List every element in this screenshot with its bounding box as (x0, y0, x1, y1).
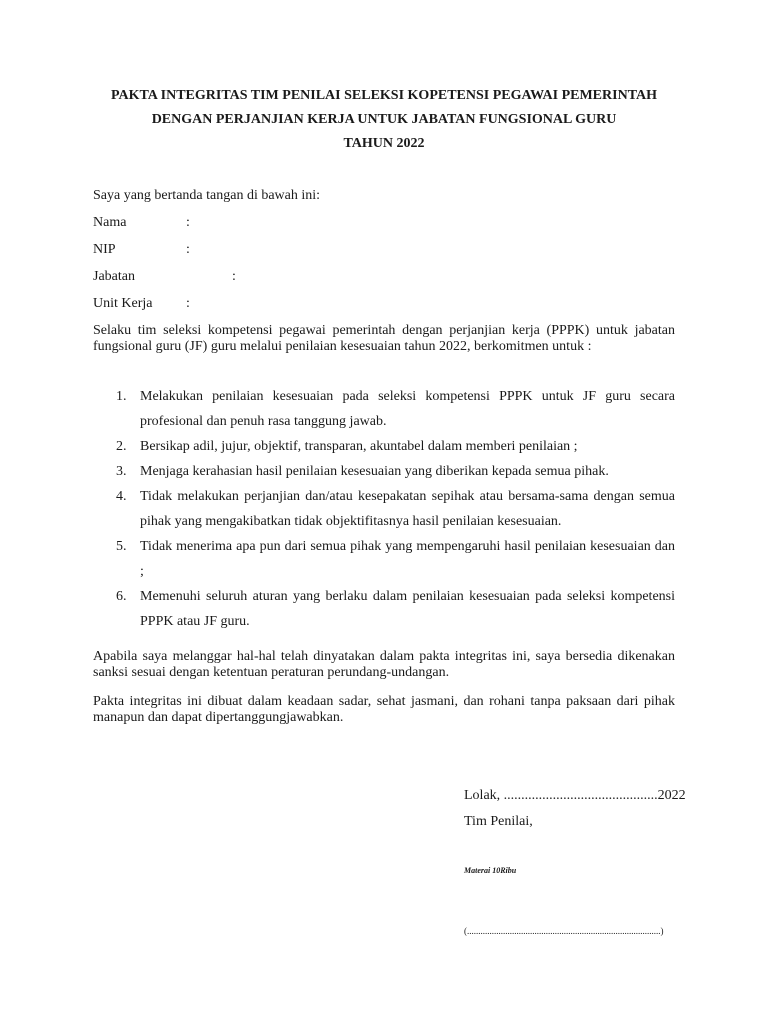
closing-paragraph: Pakta integritas ini dibuat dalam keadaan sadar, sehat jasmani, dan rohani tanpa paksaan dari pihak manapun dan dapat dipertanggungjawabkan. (93, 694, 675, 725)
list-item-number: 2. (116, 439, 127, 454)
commitment-intro: Selaku tim seleksi kompetensi pegawai pemerintah dengan perjanjian kerja (PPPK) untuk jabatan fungsional guru (JF) guru melalui penilaian kesesuaian tahun 2022, berkomitmen untuk : (93, 323, 675, 354)
field-colon-unit-kerja: : (186, 296, 190, 311)
field-label-nama: Nama (93, 215, 127, 230)
list-item (93, 384, 675, 434)
list-item-number: 1. (116, 389, 127, 404)
intro-text: Saya yang bertanda tangan di bawah ini: (93, 188, 321, 203)
document-title-line1: PAKTA INTEGRITAS TIM PENILAI SELEKSI KOPETENSI PEGAWAI PEMERINTAH (111, 88, 657, 103)
list-item-number: 5. (116, 539, 127, 554)
signature-place-date: Lolak, ............................................2022 (464, 788, 686, 803)
list-item-text: Tidak melakukan perjanjian dan/atau kesepakatan sepihak atau bersama-sama dengan semua pihak yang mengakibatkan tidak objektifitasnya hasil penilaian kesesuaian. (140, 489, 675, 529)
signature-name-line: (......................................................................................) (464, 926, 664, 936)
field-label-nip: NIP (93, 242, 116, 257)
list-item-text: Bersikap adil, jujur, objektif, transparan, akuntabel dalam memberi penilaian ; (140, 439, 578, 454)
field-label-unit-kerja: Unit Kerja (93, 296, 153, 311)
list-item-text: Tidak menerima apa pun dari semua pihak yang mempengaruhi hasil penilaian kesesuaian dan ; (140, 539, 675, 579)
list-item (93, 434, 675, 459)
list-item (93, 484, 675, 534)
list-item-text: Menjaga kerahasian hasil penilaian kesesuaian yang diberikan kepada semua pihak. (140, 464, 609, 479)
stamp-label: Materai 10Ribu (464, 866, 517, 875)
field-colon-jabatan: : (232, 269, 236, 284)
list-item (93, 459, 675, 484)
field-colon-nama: : (186, 215, 190, 230)
signature-role: Tim Penilai, (464, 814, 533, 829)
list-item-text: Memenuhi seluruh aturan yang berlaku dalam penilaian kesesuaian pada seleksi kompetensi PPPK atau JF guru. (140, 589, 675, 629)
list-item-number: 4. (116, 489, 127, 504)
list-item-text: Melakukan penilaian kesesuaian pada seleksi kompetensi PPPK untuk JF guru secara profesional dan penuh rasa tanggung jawab. (140, 389, 675, 429)
list-item (93, 534, 675, 584)
sanction-paragraph: Apabila saya melanggar hal-hal telah dinyatakan dalam pakta integritas ini, saya bersedia dikenakan sanksi sesuai dengan ketentuan peraturan perundang-undangan. (93, 649, 675, 680)
commitment-list (93, 384, 675, 634)
list-item-number: 3. (116, 464, 127, 479)
document-title-line2: DENGAN PERJANJIAN KERJA UNTUK JABATAN FUNGSIONAL GURU (151, 112, 617, 127)
list-item-number: 6. (116, 589, 127, 604)
document-title-year: TAHUN 2022 (343, 136, 425, 151)
field-label-jabatan: Jabatan (93, 269, 135, 284)
field-colon-nip: : (186, 242, 190, 257)
list-item (93, 584, 675, 634)
